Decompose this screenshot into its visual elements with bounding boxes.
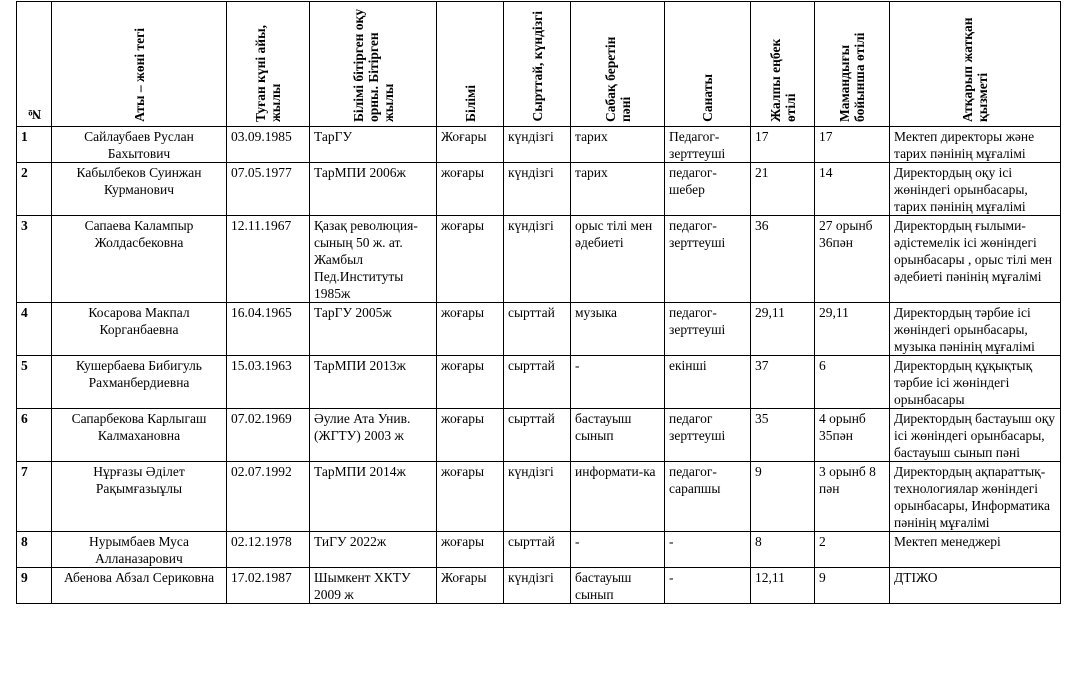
study-mode: сырттай — [504, 409, 571, 462]
position: ДТІЖО — [890, 568, 1061, 604]
header-specialty-experience: Мамандығы бойынша өтілі — [837, 32, 867, 122]
table-row — [17, 356, 1061, 409]
birth-date: 15.03.1963 — [227, 356, 310, 409]
total-experience: 21 — [751, 163, 815, 216]
full-name: Кабылбеков Суинжан Курманович — [52, 163, 227, 216]
header-cell — [52, 2, 227, 127]
row-number: 2 — [17, 163, 52, 216]
full-name: Сапарбекова Карлыгаш Калмахановна — [52, 409, 227, 462]
row-number: 1 — [17, 127, 52, 163]
header-cell — [504, 2, 571, 127]
education: жоғары — [437, 532, 504, 568]
subject: информати-ка — [571, 462, 665, 532]
total-experience: 17 — [751, 127, 815, 163]
school: Әулие Ата Унив. (ЖГТУ) 2003 ж — [310, 409, 437, 462]
subject: тарих — [571, 163, 665, 216]
row-number: 4 — [17, 303, 52, 356]
education: жоғары — [437, 409, 504, 462]
study-mode: күндізгі — [504, 462, 571, 532]
full-name: Кушербаева Бибигуль Рахманбердиевна — [52, 356, 227, 409]
subject: - — [571, 532, 665, 568]
birth-date: 07.05.1977 — [227, 163, 310, 216]
row-number: 5 — [17, 356, 52, 409]
table-row — [17, 568, 1061, 604]
category: педагог-зерттеуші — [665, 303, 751, 356]
total-experience: 9 — [751, 462, 815, 532]
row-number: 7 — [17, 462, 52, 532]
position: Директордың тәрбие ісі жөніндегі орынбасары, музыка пәнінің мұғалімі — [890, 303, 1061, 356]
header-full-name: Аты – жөні тегі — [131, 28, 147, 122]
header-row — [17, 2, 1061, 127]
subject: бастауыш сынып — [571, 409, 665, 462]
specialty-experience: 27 орынб 36пән — [815, 216, 890, 303]
education: жоғары — [437, 462, 504, 532]
staff-table — [16, 1, 1061, 604]
position: Мектеп директоры және тарих пәнінің мұғалімі — [890, 127, 1061, 163]
header-cell — [437, 2, 504, 127]
specialty-experience: 6 — [815, 356, 890, 409]
header-position: Атқарып жатқан қызметі — [960, 17, 990, 122]
table-row — [17, 532, 1061, 568]
education: Жоғары — [437, 568, 504, 604]
category: - — [665, 532, 751, 568]
study-mode: сырттай — [504, 532, 571, 568]
position: Директордың ғылыми-әдістемелік ісі жөніндегі орынбасары , орыс тілі мен әдебиеті пәнінің мұғалімі — [890, 216, 1061, 303]
education: жоғары — [437, 303, 504, 356]
table-row — [17, 216, 1061, 303]
school: Шымкент ХКТУ 2009 ж — [310, 568, 437, 604]
category: - — [665, 568, 751, 604]
header-total-experience: Жалпы еңбек өтілі — [767, 38, 798, 122]
row-number: 9 — [17, 568, 52, 604]
header-cell — [665, 2, 751, 127]
header-education: Білімі — [462, 85, 478, 122]
study-mode: сырттай — [504, 356, 571, 409]
study-mode: күндізгі — [504, 127, 571, 163]
header-number: № — [26, 107, 42, 122]
position: Директордың бастауыш оқу ісі жөніндегі орынбасары, бастауыш сынып пәні — [890, 409, 1061, 462]
subject: музыка — [571, 303, 665, 356]
education: жоғары — [437, 163, 504, 216]
total-experience: 12,11 — [751, 568, 815, 604]
birth-date: 16.04.1965 — [227, 303, 310, 356]
education: жоғары — [437, 216, 504, 303]
header-school: Білімі бітірген оқу орны. Бітірген жылы — [350, 8, 396, 122]
header-cell — [227, 2, 310, 127]
specialty-experience: 4 орынб 35пән — [815, 409, 890, 462]
birth-date: 12.11.1967 — [227, 216, 310, 303]
subject: тарих — [571, 127, 665, 163]
header-cell — [815, 2, 890, 127]
full-name: Сапаева Калампыр Жолдасбековна — [52, 216, 227, 303]
specialty-experience: 9 — [815, 568, 890, 604]
education: жоғары — [437, 356, 504, 409]
header-birth-date: Туған күні айы, жылы — [253, 25, 283, 122]
header-cell — [571, 2, 665, 127]
table-row — [17, 462, 1061, 532]
position: Директордың оқу ісі жөніндегі орынбасары, тарих пәнінің мұғалімі — [890, 163, 1061, 216]
header-cell — [890, 2, 1061, 127]
subject: бастауыш сынып — [571, 568, 665, 604]
specialty-experience: 2 — [815, 532, 890, 568]
specialty-experience: 17 — [815, 127, 890, 163]
position: Директордың құқықтық тәрбие ісі жөніндегі орынбасары — [890, 356, 1061, 409]
position: Директордың ақпараттық-технологиялар жөніндегі орынбасары, Информатика пәнінің мұғалімі — [890, 462, 1061, 532]
full-name: Нурымбаев Муса Алланазарович — [52, 532, 227, 568]
school: ТарМПИ 2014ж — [310, 462, 437, 532]
education: Жоғары — [437, 127, 504, 163]
study-mode: күндізгі — [504, 568, 571, 604]
school: ТарГУ — [310, 127, 437, 163]
header-category: Санаты — [700, 74, 715, 122]
category: екінші — [665, 356, 751, 409]
row-number: 6 — [17, 409, 52, 462]
birth-date: 02.12.1978 — [227, 532, 310, 568]
table-row — [17, 127, 1061, 163]
specialty-experience: 29,11 — [815, 303, 890, 356]
category: педагог-шебер — [665, 163, 751, 216]
full-name: Абенова Абзал Сериковна — [52, 568, 227, 604]
specialty-experience: 3 орынб 8 пән — [815, 462, 890, 532]
category: педагог-зерттеуші — [665, 216, 751, 303]
table-row — [17, 303, 1061, 356]
subject: орыс тілі мен әдебиеті — [571, 216, 665, 303]
specialty-experience: 14 — [815, 163, 890, 216]
birth-date: 17.02.1987 — [227, 568, 310, 604]
school: Қазақ революция-сының 50 ж. ат. Жамбыл Пед.Институты 1985ж — [310, 216, 437, 303]
position: Мектеп менеджері — [890, 532, 1061, 568]
category: Педагог-зерттеуші — [665, 127, 751, 163]
study-mode: сырттай — [504, 303, 571, 356]
table-row — [17, 409, 1061, 462]
birth-date: 02.07.1992 — [227, 462, 310, 532]
full-name: Нұрғазы Әділет Рақымғазыұлы — [52, 462, 227, 532]
total-experience: 37 — [751, 356, 815, 409]
full-name: Косарова Макпал Корганбаевна — [52, 303, 227, 356]
school: ТарМПИ 2013ж — [310, 356, 437, 409]
header-cell — [310, 2, 437, 127]
category: педагог-сарапшы — [665, 462, 751, 532]
row-number: 8 — [17, 532, 52, 568]
birth-date: 03.09.1985 — [227, 127, 310, 163]
header-cell — [751, 2, 815, 127]
subject: - — [571, 356, 665, 409]
header-subject: Сабақ беретін пәні — [602, 36, 633, 122]
category: педагог зерттеуші — [665, 409, 751, 462]
study-mode: күндізгі — [504, 163, 571, 216]
total-experience: 8 — [751, 532, 815, 568]
school: ТарМПИ 2006ж — [310, 163, 437, 216]
birth-date: 07.02.1969 — [227, 409, 310, 462]
full-name: Сайлаубаев Руслан Бахытович — [52, 127, 227, 163]
header-cell — [17, 2, 52, 127]
school: ТарГУ 2005ж — [310, 303, 437, 356]
header-study-mode: Сырттай, күндізгі — [529, 11, 545, 122]
school: ТиГУ 2022ж — [310, 532, 437, 568]
table-row — [17, 163, 1061, 216]
row-number: 3 — [17, 216, 52, 303]
total-experience: 36 — [751, 216, 815, 303]
total-experience: 29,11 — [751, 303, 815, 356]
total-experience: 35 — [751, 409, 815, 462]
study-mode: күндізгі — [504, 216, 571, 303]
